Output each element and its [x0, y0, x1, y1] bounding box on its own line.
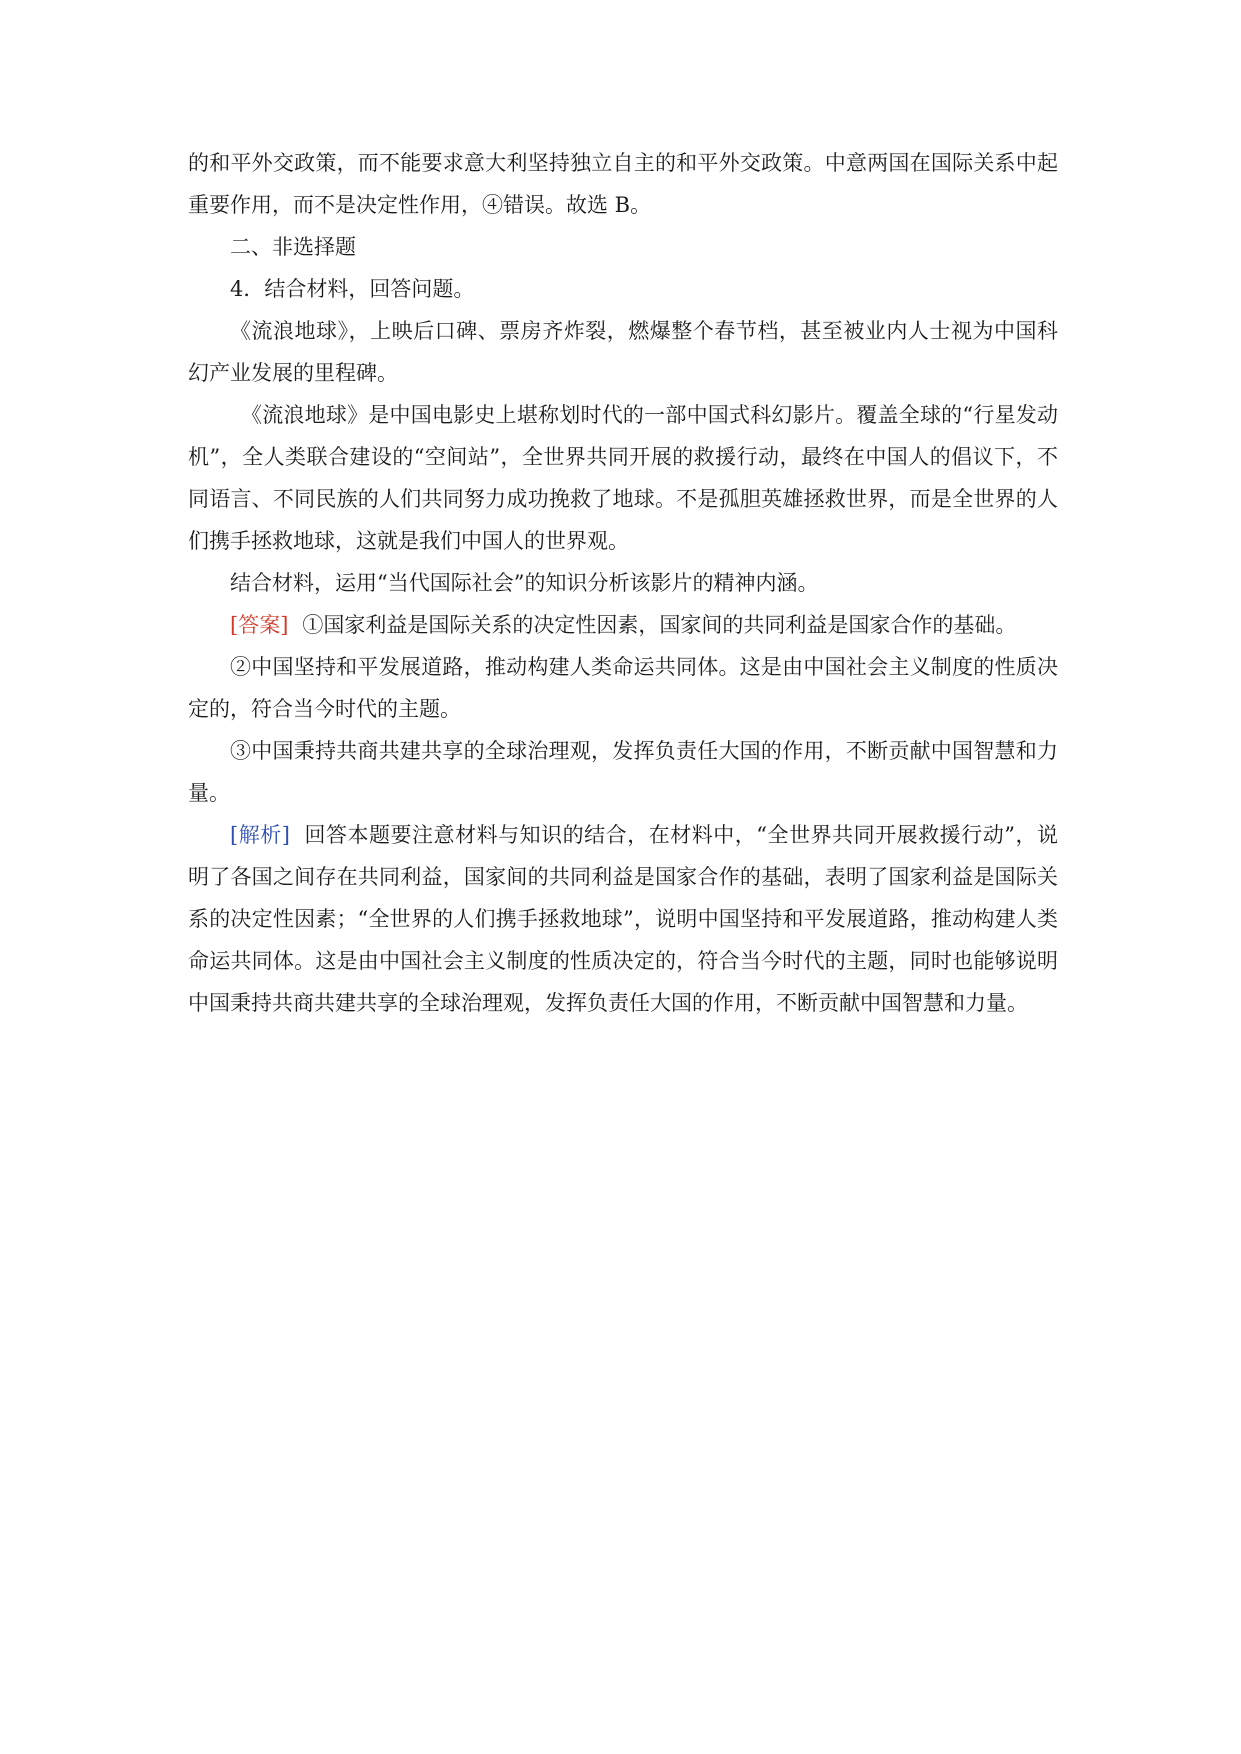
paragraph-continued-analysis: 的和平外交政策，而不能要求意大利坚持独立自主的和平外交政策。中意两国在国际关系中起重要作用，而不是决定性作用，④错误。故选 B。: [188, 151, 1058, 217]
answer-label: [答案]: [230, 613, 289, 637]
document-body: [188, 142, 1058, 1024]
answer-point-1: [188, 604, 1058, 646]
section-heading: 二、非选择题: [230, 235, 356, 259]
question-prompt: 结合材料，运用“当代国际社会”的知识分析该影片的精神内涵。: [230, 571, 819, 595]
analysis-paragraph: [188, 814, 1058, 1024]
analysis-text: 回答本题要注意材料与知识的结合，在材料中，“全世界共同开展救援行动”，说明了各国之间存在共同利益，国家间的共同利益是国家合作的基础，表明了国家利益是国际关系的决定性因素；“全世界的人们携手拯救地球”，说明中国坚持和平发展道路，推动构建人类命运共同体。这是由中国社会主义制度的性质决定的，符合当今时代的主题，同时也能够说明中国秉持共商共建共享的全球治理观，发挥负责任大国的作用，不断贡献中国智慧和力量。: [188, 823, 1058, 1015]
answer-point-1-text: ①国家利益是国际关系的决定性因素，国家间的共同利益是国家合作的基础。: [302, 613, 1017, 637]
answer-point-2: ②中国坚持和平发展道路，推动构建人类命运共同体。这是由中国社会主义制度的性质决定的，符合当今时代的主题。: [188, 655, 1058, 721]
material-paragraph-1: 《流浪地球》，上映后口碑、票房齐炸裂，燃爆整个春节档，甚至被业内人士视为中国科幻产业发展的里程碑。: [188, 319, 1058, 385]
question-title: 4．结合材料，回答问题。: [230, 277, 475, 301]
material-paragraph-2: 《流浪地球》是中国电影史上堪称划时代的一部中国式科幻影片。覆盖全球的“行星发动机”，全人类联合建设的“空间站”，全世界共同开展的救援行动，最终在中国人的倡议下，不同语言、不同民族的人们共同努力成功挽救了地球。不是孤胆英雄拯救世界，而是全世界的人们携手拯救地球，这就是我们中国人的世界观。: [188, 403, 1058, 553]
answer-point-3: ③中国秉持共商共建共享的全球治理观，发挥负责任大国的作用，不断贡献中国智慧和力量。: [188, 739, 1058, 805]
analysis-label: [解析]: [230, 823, 290, 847]
